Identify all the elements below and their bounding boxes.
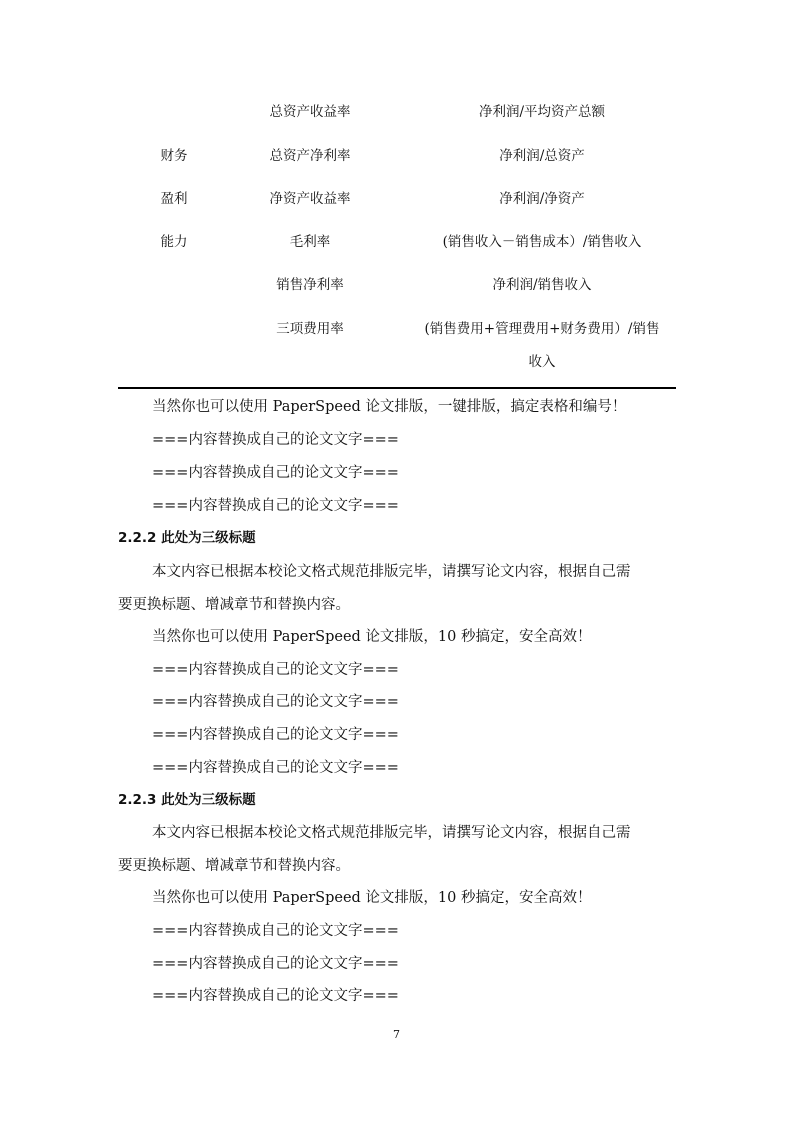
placeholder-line: ===内容替换成自己的论文文字=== xyxy=(152,988,399,1004)
table-formula-cell: (销售收入－销售成本）/销售收入 xyxy=(442,234,642,250)
table-category-cell: 财务 xyxy=(160,148,188,164)
placeholder-line: ===内容替换成自己的论文文字=== xyxy=(152,727,399,743)
promo-line: 当然你也可以使用 PaperSpeed 论文排版，10 秒搞定，安全高效！ xyxy=(152,629,592,645)
placeholder-line: ===内容替换成自己的论文文字=== xyxy=(152,432,399,448)
promo-line: 当然你也可以使用 PaperSpeed 论文排版，一键排版，搞定表格和编号！ xyxy=(152,399,627,415)
placeholder-line: ===内容替换成自己的论文文字=== xyxy=(152,465,399,481)
paragraph-line: 要更换标题、增减章节和替换内容。 xyxy=(118,597,350,613)
placeholder-line: ===内容替换成自己的论文文字=== xyxy=(152,956,399,972)
page-number: 7 xyxy=(393,1028,400,1041)
promo-line: 当然你也可以使用 PaperSpeed 论文排版，10 秒搞定，安全高效！ xyxy=(152,890,592,906)
placeholder-line: ===内容替换成自己的论文文字=== xyxy=(152,694,399,710)
table-category-cell: 盈利 xyxy=(160,191,188,207)
placeholder-line: ===内容替换成自己的论文文字=== xyxy=(152,498,399,514)
paragraph-line: 要更换标题、增减章节和替换内容。 xyxy=(118,858,350,874)
table-category-cell: 能力 xyxy=(160,234,188,250)
section-heading: 2.2.3 此处为三级标题 xyxy=(118,792,256,808)
table-formula-cell: 净利润/总资产 xyxy=(499,148,585,164)
table-formula-cell: 净利润/净资产 xyxy=(499,191,585,207)
table-metric-cell: 净资产收益率 xyxy=(269,191,351,207)
placeholder-line: ===内容替换成自己的论文文字=== xyxy=(152,760,399,776)
placeholder-line: ===内容替换成自己的论文文字=== xyxy=(152,923,399,939)
table-metric-cell: 销售净利率 xyxy=(276,277,344,293)
section-heading: 2.2.2 此处为三级标题 xyxy=(118,530,256,546)
table-formula-cell: 净利润/平均资产总额 xyxy=(478,104,606,120)
table-metric-cell: 毛利率 xyxy=(289,234,331,250)
table-metric-cell: 总资产收益率 xyxy=(269,104,351,120)
paragraph-line: 本文内容已根据本校论文格式规范排版完毕，请撰写论文内容，根据自己需 xyxy=(152,825,631,841)
paragraph-line: 本文内容已根据本校论文格式规范排版完毕，请撰写论文内容，根据自己需 xyxy=(152,564,631,580)
table-formula-cell: 净利润/销售收入 xyxy=(492,277,592,293)
table-formula-cell: 收入 xyxy=(528,354,556,370)
placeholder-line: ===内容替换成自己的论文文字=== xyxy=(152,662,399,678)
table-bottom-rule xyxy=(118,387,676,389)
table-metric-cell: 三项费用率 xyxy=(276,321,344,337)
table-formula-cell: (销售费用+管理费用+财务费用）/销售 xyxy=(424,321,660,337)
table-metric-cell: 总资产净利率 xyxy=(269,148,351,164)
